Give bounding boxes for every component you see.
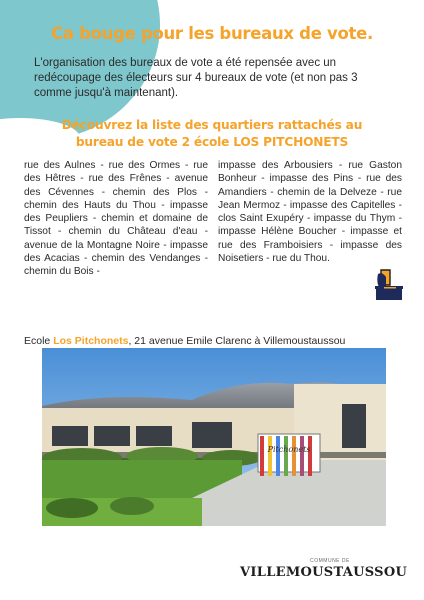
photo-caption (24, 335, 404, 347)
logo-commune-label: COMMUNE DE (310, 558, 350, 564)
caption-prefix: Ecole (24, 335, 54, 347)
caption-school-name: Los Pitchonets (53, 335, 129, 347)
streets-column-right: impasse des Arbousiers - rue Gaston Bonheur - impasse des Pins - rue des Amandiers - chemin de la Delveze - rue Jean Mermoz - impasse des Capitelles - clos Saint Exupéry - impasse du Thym - impasse Hélène Boucher - impasse et rue des Framboisiers - impasse des Noisetiers - rue du Thou. (218, 160, 402, 265)
logo-commune-name: VILLEMOUSTAUSSOU (240, 565, 408, 580)
caption-address: , 21 avenue Emile Clarenc à Villemoustaussou (128, 335, 346, 347)
commune-logo (230, 558, 408, 590)
subtitle-line-1: Découvrez la liste des quartiers rattachés au (61, 118, 363, 132)
ballot-box-icon (372, 268, 406, 302)
svg-text:Pitchonets: Pitchonets (267, 445, 311, 454)
streets-column-left: rue des Aulnes - rue des Ormes - rue des Hêtres - rue des Frênes - avenue des Cévennes - chemin des Plos - chemin des Hauts du Thou - impasse des Peupliers - chemin et domaine de Tissot - chemin du Château d'eau - avenue de la Montagne Noire - impasse des Acacias - chemin des Vendanges - chemin du Bois - (24, 160, 208, 278)
page-title: Ca bouge pour les bureaux de vote. (51, 24, 373, 43)
school-photo (42, 348, 386, 526)
section-subtitle (20, 117, 404, 151)
subtitle-line-2: bureau de vote 2 école LOS PITCHONETS (75, 135, 349, 149)
intro-paragraph: L'organisation des bureaux de vote a été repensée avec un redécoupage des électeurs sur 4 bureaux de vote (et non pas 3 comme jusqu'à maintenant). (34, 57, 358, 99)
